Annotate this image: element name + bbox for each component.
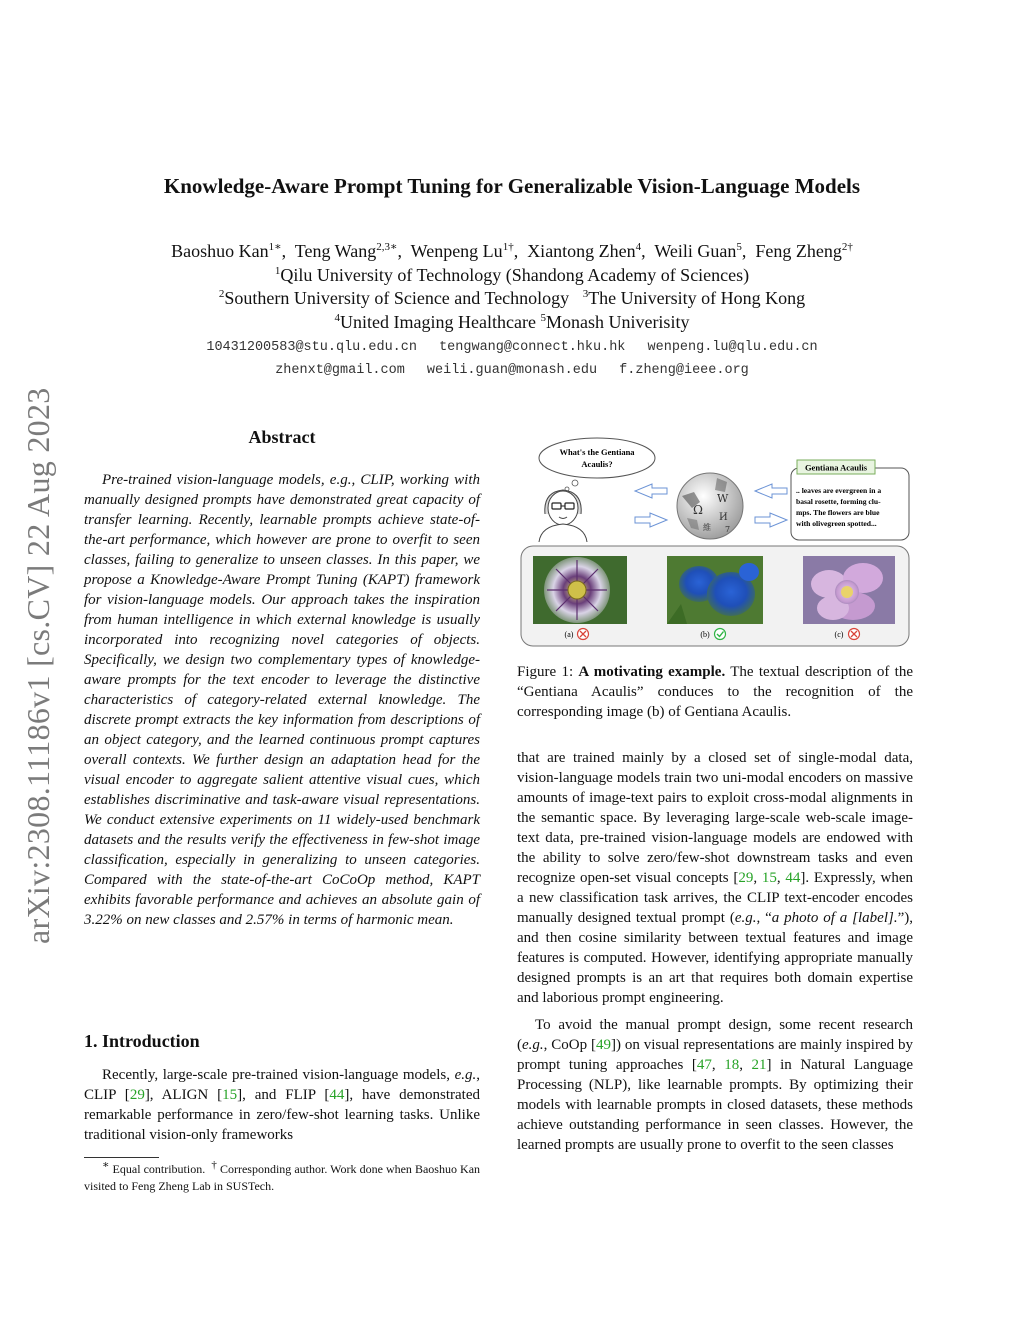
section-heading-introduction: 1. Introduction [84,1031,200,1051]
wiki-line: basal rosette, forming clu- [796,497,881,506]
author-name: Baoshuo Kan [171,241,269,261]
author-sup: 2† [841,241,853,253]
author-sup: 2,3∗ [376,241,398,253]
affiliation-line-3 [0,312,1024,333]
author-name: Xiantong Zhen [527,241,636,261]
citation-link[interactable]: 15 [222,1087,238,1103]
flower-image-a [533,556,627,624]
prompt-example: a photo of a [label]. [771,910,898,926]
paragraph [517,748,913,1008]
footnote-mark: † [211,1159,217,1171]
text-italic: e.g. [734,910,757,926]
text: , CLIP [ [84,1067,480,1103]
wiki-line: .. leaves are evergreen in a [796,486,882,495]
author-name: Teng Wang [294,241,377,261]
text: , [753,870,762,886]
svg-text:維: 維 [703,523,711,532]
wiki-card [791,460,909,540]
email-line-2: zhenxt@gmail.com weili.guan@monash.edu f.zheng@ieee.org [275,363,749,378]
citation-link[interactable]: 29 [129,1087,145,1103]
abstract-heading: Abstract [248,427,316,447]
author-sup: 1† [502,241,514,253]
affiliation-sup: 5 [540,312,546,324]
affiliation-line-1 [0,265,1024,286]
citation-link[interactable]: 44 [785,870,801,886]
abstract-text: Pre-trained vision-language models, e.g., CLIP, working with manually designed prompts have demonstrated great capacity of transfer learning. Recently, learnable prompts achieve state-of-the-art performance, which however are prone to overfit to seen classes, failing to generalize to unseen classes. In this paper, we propose a Knowledge-Aware Prompt Tuning (KAPT) framework for vision-language models. Our approach takes the inspiration from human intelligence in which external knowledge is usually incorporated into recognizing novel categories of objects. Specifically, we design two complementary types of knowledge-aware prompts for the text encoder to leverage the distinctive characteristics of category-related external knowledge. The discrete prompt extracts the key information from descriptions of an object category, and the learned continuous prompt captures overall contexts. We further design an adaptation head for the visual encoder to aggregate salient attentive visual cues, which establishes discriminative and task-aware visual representations. We conduct extensive experiments on 11 widely-used benchmark datasets and the results verify the effectiveness in few-shot image classification, especially in generalizing to unseen categories. Compared with the state-of-the-art CoCoOp method, KAPT exhibits favorable performance and achieves an absolute gain of 3.22% on new classes and 2.57% in terms of harmonic mean. [84,472,480,928]
thought-bubble [539,438,655,491]
text: To avoid the manual prompt design, some recent research ( [517,1017,913,1053]
text: , [739,1057,752,1073]
text: ”), and then cosine similarity between textual features and image features is computed. However, identifying appropriate manually designed prompts is an art that requires both domain expertise and laborious prompt engineering. [517,910,913,1006]
footnote-mark: ∗ [102,1159,110,1171]
cross-icon [849,629,860,640]
text: , CoOp [ [543,1037,596,1053]
affiliation-sup: 4 [334,312,341,324]
right-column-text [517,748,913,1155]
footnote-rule [84,1157,159,1158]
figure-1 [517,436,913,648]
text-italic: e.g. [454,1067,477,1083]
citation-link[interactable]: 15 [761,870,777,886]
citation-link[interactable]: 21 [751,1057,767,1073]
caption-bold: A motivating example. [578,664,726,680]
footnote [84,1161,480,1195]
affiliation: Qilu University of Technology (Shandong Academy of Sciences) [280,265,750,285]
text-italic: e.g. [522,1037,544,1053]
figure-caption [517,662,913,722]
author-list: Baoshuo Kan$^{1∗}$, Teng Wang$^{2,3∗}$, Wenpeng $Lu^{1\dagger}$, Xiantong Zhen$^4$, Weili Guan$^5$, Feng Zheng$^{2\dagger}$ [171,241,853,261]
text: ] in Natural Language Processing (NLP), like learnable prompts. By optimizing their models with learnable prompts in closed datasets, these methods achieve outstanding performance in seen classes. However, the learned prompts are usually prone to overfit to the seen classes [517,1057,914,1153]
text: Recently, large-scale pre-trained vision-language models, [102,1067,455,1083]
text: , [776,870,786,886]
text: ]) on visual representations are mainly inspired by prompt tuning approaches [ [517,1037,913,1073]
wiki-line: mps. The flowers are blue [796,508,880,517]
text: that are trained mainly by a closed set of single-modal data, vision-language models train two uni-modal encoders on massive amounts of image-text pairs to exploit cross-modal alignments in the semantic space. By leveraging large-scale web-scale image-text data, pre-trained vision-language models are endowed with the ability to solve zero/few-shot downstream tasks and even recognize open-set visual concepts [ [517,750,913,886]
flower-image-b [667,556,763,624]
svg-text:Ω: Ω [693,503,703,517]
cross-icon [578,629,589,640]
affiliation: Southern University of Science and Technology [224,288,570,308]
author-sup: 4 [635,241,642,253]
text: Corresponding author. Work done when Baoshuo Kan visited to Feng Zheng Lab in SUSTech. [84,1162,481,1193]
image-label: (c) [834,630,844,639]
check-icon [715,629,726,640]
arxiv-stamp-text: arXiv:2308.11186v1 [cs.CV] 22 Aug 2023 [20,387,56,944]
citation-link[interactable]: 44 [329,1087,345,1103]
affiliation-line-2 [0,288,1024,309]
author-name: Weili Guan [654,241,737,261]
affiliation: Monash Univerisity [545,312,690,332]
affiliation: The University of Hong Kong [588,288,806,308]
wiki-card-title: Gentiana Acaulis [804,462,868,473]
question-line-2: Acaulis? [581,459,613,469]
arrow-right-icon [635,513,667,527]
citation-link[interactable]: 47 [696,1057,712,1073]
arrow-left-icon [635,484,667,498]
flower-image-c [803,556,895,624]
affiliation-sup: 2 [218,288,225,300]
citation-link[interactable]: 29 [738,870,754,886]
text: ], have demonstrated remarkable performance in zero/few-shot learning tasks. Unlike traditional vision-only frameworks [84,1087,480,1143]
wiki-line: with olivegreen spotted... [796,519,877,528]
introduction-paragraph [84,1065,480,1145]
affiliation-sup: 1 [274,265,281,277]
text: Equal contribution. [109,1162,209,1176]
svg-text:7: 7 [725,525,731,534]
author-sup: 1∗ [268,241,282,253]
citation-link[interactable]: 49 [596,1037,611,1053]
image-label: (a) [564,630,574,639]
arrow-left-icon [755,484,787,498]
email-line-1: 10431200583@stu.qlu.edu.cn tengwang@connect.hku.hk wenpeng.lu@qlu.edu.cn [206,340,818,355]
svg-text:И: И [719,512,728,523]
citation-link[interactable]: 18 [724,1057,740,1073]
author-name: Wenpeng Lu [410,241,503,261]
svg-text:W: W [717,492,729,505]
arrow-right-icon [755,513,787,527]
author-sup: 5 [736,241,742,253]
caption-text: The textual description of the “Gentiana Acaulis” conduces to the recognition of the corresponding image (b) of Gentiana Acaulis. [517,664,913,720]
text: ], and FLIP [ [237,1087,330,1103]
image-label: (b) [700,630,710,639]
affiliation-sup: 3 [582,288,589,300]
text: ], ALIGN [ [144,1087,223,1103]
affiliation: United Imaging Healthcare [340,312,536,332]
text: , [711,1057,725,1073]
author-name: Feng Zheng [755,241,842,261]
paper-title: Knowledge-Aware Prompt Tuning for Generalizable Vision-Language Models [163,174,861,198]
paragraph [517,1015,913,1155]
text: ]. Expressly, when a new classification task arrives, the CLIP text-encoder encodes manually designed textual prompt ( [517,870,914,926]
wikipedia-globe-icon [677,473,743,539]
caption-prefix: Figure 1: [517,664,579,680]
text: , “ [756,910,772,926]
question-line-1: What's the Gentiana [559,447,635,457]
person-icon [539,490,587,542]
